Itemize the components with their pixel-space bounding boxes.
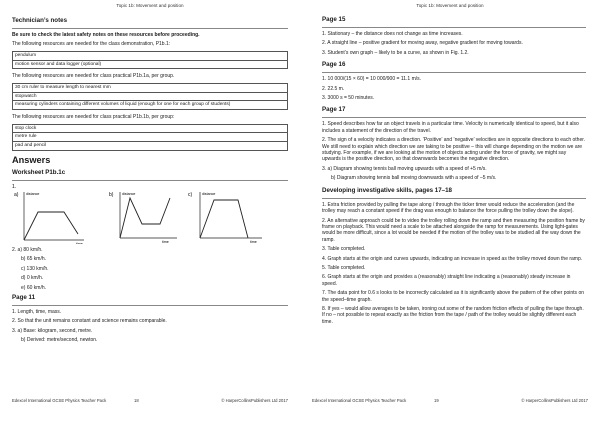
answer-paragraph: 8. If yes – would allow averages to be taken, ironing out some of the random friction effects of pulling the tape through. If no – not possible to repeat exactly as the friction from the tape / path of the trolley would be slightly different each time. <box>322 305 584 325</box>
graph-c-label: c) <box>188 192 193 198</box>
copyright: © HarperCollinsPublishers Ltd 2017 <box>521 398 588 403</box>
p1b-intro: The following resources are needed for class practical P1b.1b, per group: <box>12 114 175 121</box>
answer-line: b) Derived: metre/second, newton. <box>21 337 98 344</box>
p1a-intro: The following resources are needed for class practical P1b.1a, per group. <box>12 73 175 80</box>
answers-heading: Answers <box>12 155 51 165</box>
answer-line: b) 65 km/h. <box>21 256 47 263</box>
answer-paragraph: 4. Graph starts at the origin and curves upwards, indicating an increase in speed as the trolley moved down the ramp. <box>322 255 583 262</box>
technicians-notes-heading: Technician’s notes <box>12 17 68 24</box>
table-row <box>13 142 288 151</box>
divider <box>322 117 586 118</box>
answer-paragraph: 6. Graph starts at the origin and provides a (reasonably) straight line indicating a (reasonably) steady increase in speed. <box>322 274 571 287</box>
graph-c-xlabel: time <box>250 240 257 244</box>
graph-a-ylabel: distance <box>26 192 40 196</box>
answer-paragraph: 2. An alternative approach could be to video the trolley rolling down the ramp and then measuring the position frame by frame on playback. This would need a scale to be attached alongside the ramp for measurements. Using light-gates would be more difficult, since a lot would be needed if the motion of the trolley was to be studied all the way down the ramp. <box>322 217 585 243</box>
investigative-skills-heading: Developing investigative skills, pages 17–18 <box>322 186 452 194</box>
divider <box>12 28 288 29</box>
answer-paragraph: 7. The data point for 0.6 s looks to be incorrectly calculated as it is significantly above the pattern of the other points on the speed–time graph. <box>322 290 585 303</box>
table-cell: pad and pencil <box>13 142 288 151</box>
p1a-resources-table <box>12 83 288 110</box>
table-row <box>13 83 288 92</box>
page-number: 19 <box>434 398 439 403</box>
divider <box>322 198 586 199</box>
answer-line: 3. a) Diagram showing tennis ball moving upwards with a speed of +5 m/s. <box>322 165 487 172</box>
table-row <box>13 124 288 133</box>
answer-line: 3. 3000 s = 50 minutes. <box>322 95 375 102</box>
table-cell: measuring cylinders containing different volumes of liquid (enough for one for each group of students) <box>13 101 288 110</box>
right-page <box>300 0 600 424</box>
table-cell: metre rule <box>13 133 288 142</box>
answer-paragraph: 5. Table completed. <box>322 264 366 271</box>
answer-line: 2. a) 80 km/h. <box>12 247 43 253</box>
distance-time-sketches <box>12 184 288 244</box>
question-number: 1. <box>12 184 17 190</box>
answer-paragraph: 1. Extra friction provided by pulling the tape along / through the ticker timer would reduce the acceleration (and the trolley may reach a constant speed if the drag was enough to balance the force pulling the trolley down the slope). <box>322 201 575 215</box>
graph-c-line <box>200 200 248 238</box>
answer-line: b) Diagram showing tennis ball moving downwards with a speed of –5 m/s. <box>331 175 497 182</box>
demo-resources-table <box>12 51 288 70</box>
graph-a-xlabel: time <box>76 242 83 244</box>
answer-line: 2. 22.5 m. <box>322 85 345 92</box>
answer-line: 2. A straight line – positive gradient for moving away, negative gradient for moving towards. <box>322 40 523 47</box>
answer-line: c) 130 km/h. <box>21 265 49 272</box>
table-row <box>13 51 288 60</box>
answer-line: 1. 10 000/(15 × 60) = 10 000/900 = 11.1 m/s. <box>322 76 422 83</box>
answer-paragraph: 2. The sign of a velocity indicates a direction. ‘Positive’ and ‘negative’ velocities are in opposite directions to each other. We still need to explain which direction we are taking to be positive – this will change depending on the motion we are studying. For example, if we are looking at the motion of objects acting under the force of gravity, we might say upwards is the positive direction, so that downwards becomes the negative direction. <box>322 137 586 163</box>
graph-a-label: a) <box>14 192 19 198</box>
divider <box>322 27 586 28</box>
page-number: 18 <box>134 398 139 403</box>
table-row <box>13 133 288 142</box>
sketch-graphs <box>12 184 288 244</box>
safety-note: Be sure to check the latest safety notes on these resources before proceeding. <box>12 32 200 38</box>
footer-title: Edexcel International GCSE Physics Teacher Pack <box>312 398 407 403</box>
table-row <box>13 101 288 110</box>
divider <box>12 305 288 306</box>
table-cell: stop clock <box>13 124 288 133</box>
worksheet-heading: Worksheet P1b.1c <box>12 169 66 176</box>
answer-line: d) 0 km/h. <box>21 275 44 282</box>
table-cell: motion sensor and data logger (optional) <box>13 60 288 69</box>
answer-line: 1. Length, time, mass. <box>12 309 62 316</box>
running-header: Topic 1b: Movement and position <box>416 3 484 8</box>
footer-title: Edexcel International GCSE Physics Teacher Pack <box>12 398 107 403</box>
table-cell: stopwatch <box>13 92 288 101</box>
running-header: Topic 1b: Movement and position <box>116 3 184 8</box>
graph-b-xlabel: time <box>162 240 169 244</box>
graph-a-line <box>24 212 78 240</box>
p1b-resources-table <box>12 124 288 151</box>
page16-heading: Page 16 <box>322 61 346 69</box>
divider <box>322 72 586 73</box>
demo-intro: The following resources are needed for the class demonstration, P1b.1: <box>12 41 171 48</box>
graph-b-line <box>120 198 170 238</box>
table-cell: 30 cm ruler to measure length to nearest mm <box>13 83 288 92</box>
answer-line: 1. Stationary – the distance does not change as time increases. <box>322 31 463 37</box>
answer-line: 2. So that the unit remains constant and science remains comparable. <box>12 318 167 325</box>
answer-line: 3. a) Base: kilogram, second, metre. <box>12 327 93 334</box>
answer-line: 3. Student’s own graph – likely to be a curve, as shown in Fig. 1.2. <box>322 49 469 56</box>
copyright: © HarperCollinsPublishers Ltd 2017 <box>221 398 288 403</box>
table-cell: pendulum <box>13 51 288 60</box>
table-row <box>13 60 288 69</box>
answer-paragraph: 1. Speed describes how far an object travels in a particular time. Velocity is numerically identical to speed, but it also includes a statement of the direction of the travel. <box>322 121 579 134</box>
answer-line: e) 60 km/h. <box>21 284 47 291</box>
divider <box>12 180 288 181</box>
graph-b-ylabel: distance <box>122 192 136 196</box>
page17-heading: Page 17 <box>322 106 346 114</box>
graph-c-ylabel: distance <box>202 192 216 196</box>
page11-heading: Page 11 <box>12 294 36 302</box>
graph-b-label: b) <box>109 192 114 198</box>
answer-paragraph: 3. Table completed. <box>322 246 366 253</box>
table-row <box>13 92 288 101</box>
page15-heading: Page 15 <box>322 16 346 23</box>
